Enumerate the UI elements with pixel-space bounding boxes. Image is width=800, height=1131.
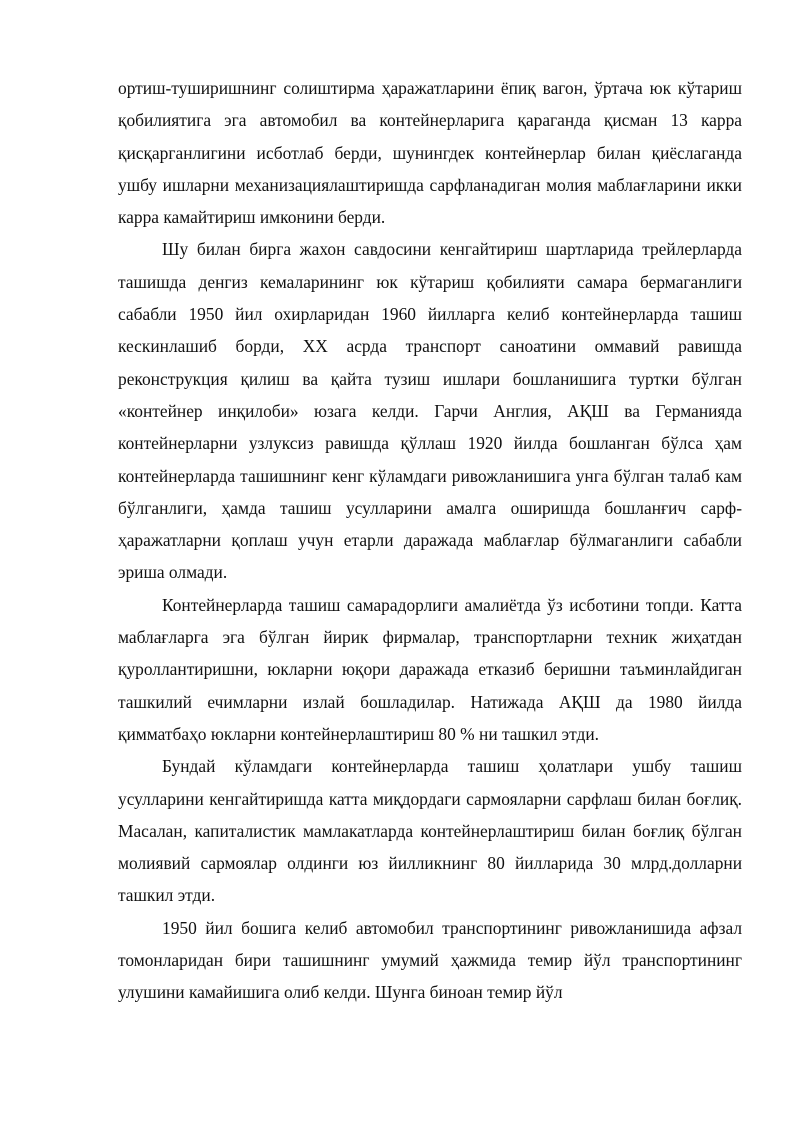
paragraph-road-transport: 1950 йил бошига келиб автомобил транспортининг ривожланишида афзал томонларидан бири ташишнинг умумий ҳажмида темир йўл транспортининг улушини камайишига олиб келди. Шунга биноан темир йўл (118, 917, 742, 1003)
paragraph-continuation: ортиш-туширишнинг солиштирма ҳаражатларини ёпиқ вагон, ўртача юк кўтариш қобилиятига эга автомобил ва контейнерларига қараганда қисман 13 карра қисқарганлигини исботлаб берди, шунингдек контейнерлар билан қиёслаганда ушбу ишларни механизациялаштиришда сарфланадиган молия маблағларини икки карра камайтириш имконини берди. (118, 78, 742, 228)
paragraph-investment: Бундай кўламдаги контейнерларда ташиш ҳолатлари ушбу ташиш усулларини кенгайтиришда катта миқдордаги сармояларни сарфлаш билан боғлиқ. Масалан, капиталистик мамлакатларда контейнерлаштириш билан боғлиқ бўлган молиявий сармоялар олдинги юз йилликнинг 80 йилларида 30 млрд.долларни ташкил этди. (118, 756, 742, 906)
paragraph-container-efficiency: Контейнерларда ташиш самарадорлиги амалиётда ўз исботини топди. Катта маблағларга эга бўлган йирик фирмалар, транспортларни техник жиҳатдан қуроллантиришни, юкларни юқори даражада етказиб беришни таъминлайдиган ташкилий ечимларни излай бошладилар. Натижада АҚШ да 1980 йилда қимматбаҳо юкларни контейнерлаштириш 80 % ни ташкил этди. (118, 594, 742, 744)
document-page (118, 72, 742, 1009)
paragraph-container-revolution: Шу билан бирга жахон савдосини кенгайтириш шартларида трейлерларда ташишда денгиз кемаларининг юк кўтариш қобилияти самара бермаганлиги сабабли 1950 йил охирларидан 1960 йилларга келиб контейнерларда ташиш кескинлашиб борди, XX асрда транспорт саноатини оммавий равишда реконструкция қилиш ва қайта тузиш ишлари бошланишига туртки бўлган «контейнер инқилоби» юзага келди. Гарчи Англия, АҚШ ва Германияда контейнерларни узлуксиз равишда қўллаш 1920 йилда бошланган бўлса ҳам контейнерларда ташишнинг кенг кўламдаги ривожланишига унга бўлган талаб кам бўлганлиги, ҳамда ташиш усулларини амалга оширишда бошланғич сарф-ҳаражатларни қоплаш учун етарли даражада маблағлар бўлмаганлиги сабабли эриша олмади. (118, 239, 742, 583)
